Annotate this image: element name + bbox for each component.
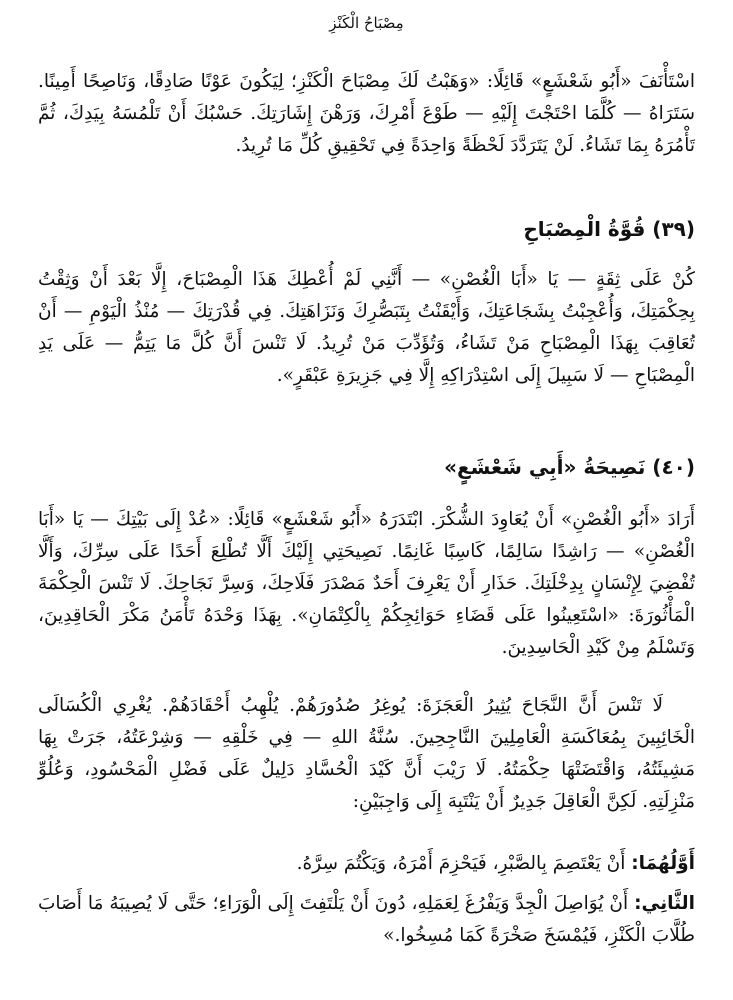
running-head: مِصْبَاحُ الْكَنْزِ <box>329 14 404 32</box>
duty-two-label: الثَّانِي: <box>634 893 695 914</box>
duty-one-label: أَوَّلُهُمَا: <box>631 853 695 874</box>
duty-two-text: أَنْ يُوَاصِلَ الْجِدَّ وَيَفْرُغَ لِعَمَلِهِ، دُونَ أَنْ يَلْتَفِتَ إِلَى الْوَرَاءِ؛ حَتَّى لَا يُصِيبَهُ مَا أَصَابَ طُلَّابَ الْكَنْزِ، فَيُمْسَخَ صَخْرَةً كَمَا مُسِخُوا.» <box>38 893 695 946</box>
section-40-heading: (٤٠) نَصِيحَةُ «أَبِي شَعْشَعٍ» <box>444 455 695 479</box>
duty-one-text: أَنْ يَعْتَصِمَ بِالصَّبْرِ، فَيَحْزِمَ أَمْرَهُ، وَيَكْتُمَ سِرَّهُ. <box>296 853 626 874</box>
section-40-paragraph-1: أَرَادَ «أَبُو الْغُصْنِ» أَنْ يُعَاوِدَ الشُّكْرَ. ابْتَدَرَهُ «أَبُو شَعْشَعٍ» قَائِلًا: «عُدْ إِلَى بَيْتِكَ — يَا «أَبَا الْغُصْنِ» — رَاشِدًا سَالِمًا، كَاسِبًا غَانِمًا. نَصِيحَتِي إِلَيْكَ أَلَّا تُطْلِعَ أَحَدًا عَلَى سِرِّكَ، وَأَلَّا تُفْضِيَ لِإِنْسَانٍ بِدِخْلَتِكَ. حَذَارِ أَنْ يَعْرِفَ أَحَدٌ مَصْدَرَ فَلَاحِكَ، وَسِرَّ نَجَاحِكَ. لَا تَنْسَ الْحِكْمَةَ الْمَأْثُورَةَ: «اسْتَعِينُوا عَلَى قَضَاءِ حَوَائِجِكُمْ بِالْكِتْمَانِ». بِهَذَا وَحْدَهُ تَأْمَنُ مَكْرَ الْحَاقِدِينَ، وَتَسْلَمُ مِنْ كَيْدِ الْحَاسِدِينَ. <box>38 509 695 658</box>
section-39-heading: (٣٩) قُوَّةُ الْمِصْبَاحِ <box>523 217 695 241</box>
duty-two <box>38 888 695 952</box>
section-40-paragraph-2: لَا تَنْسَ أَنَّ النَّجَاحَ يُثِيرُ الْعَجَزَةَ: يُوغِرُ صُدُورَهُمْ. يُلْهِبُ أَحْقَادَهُمْ. يُغْرِي الْكُسَالَى الْخَائِبِينَ بِمُعَاكَسَةِ الْعَامِلِينَ النَّاجِحِينَ. سُنَّةُ اللهِ — فِي خَلْقِهِ — وَشِرْعَتُهُ، جَرَتْ بِهَا مَشِيئَتُهُ، وَاقْتَضَتْهَا حِكْمَتُهُ. لَا رَيْبَ أَنَّ كَيْدَ الْحُسَّادِ دَلِيلٌ عَلَى فَضْلِ الْمَحْسُودِ، وَعُلُوِّ مَنْزِلَتِهِ. لَكِنَّ الْعَاقِلَ جَدِيرٌ أَنْ يَنْتَبِهَ إِلَى وَاجِبَيْنِ: <box>38 695 695 812</box>
intro-paragraph: اسْتَأْنَفَ «أَبُو شَعْشَعٍ» قَائِلًا: «وَهَبْتُ لَكَ مِصْبَاحَ الْكَنْزِ؛ لِيَكُونَ عَوْنًا صَادِقًا، وَنَاصِحًا أَمِينًا. سَتَرَاهُ — كُلَّمَا احْتَجْتَ إِلَيْهِ — طَوْعَ أَمْرِكَ، وَرَهْنَ إِشَارَتِكَ. حَسْبُكَ أَنْ تَلْمُسَهُ بِيَدِكَ، ثُمَّ تَأْمُرَهُ بِمَا تَشَاءُ. لَنْ يَتَرَدَّدَ لَحْظَةً وَاحِدَةً فِي تَحْقِيقِ كُلِّ مَا تُرِيدُ. <box>38 71 695 156</box>
duty-one <box>38 848 695 880</box>
section-39-paragraph: كُنْ عَلَى ثِقَةٍ — يَا «أَبَا الْغُصْنِ» — أَنَّنِي لَمْ أُعْطِكَ هَذَا الْمِصْبَاحَ، إِلَّا بَعْدَ أَنْ وَثِقْتُ بِحِكْمَتِكَ، وَأُعْجِبْتُ بِشَجَاعَتِكَ، وَأَيْقَنْتُ بِتَبَصُّرِكَ وَنَزَاهَتِكَ. فِي قُدْرَتِكَ — مُنْذُ الْيَوْمِ — أَنْ تُعَاقِبَ بِهَذَا الْمِصْبَاحِ مَنْ تَشَاءُ، وَتُؤَدِّبَ مَنْ تُرِيدُ. لَا تَنْسَ أَنَّ كُلَّ مَا يَتِمُّ — عَلَى يَدِ الْمِصْبَاحِ — لَا سَبِيلَ إِلَى اسْتِدْرَاكِهِ إِلَّا فِي جَزِيرَةِ عَبْقَرٍ». <box>38 269 695 386</box>
